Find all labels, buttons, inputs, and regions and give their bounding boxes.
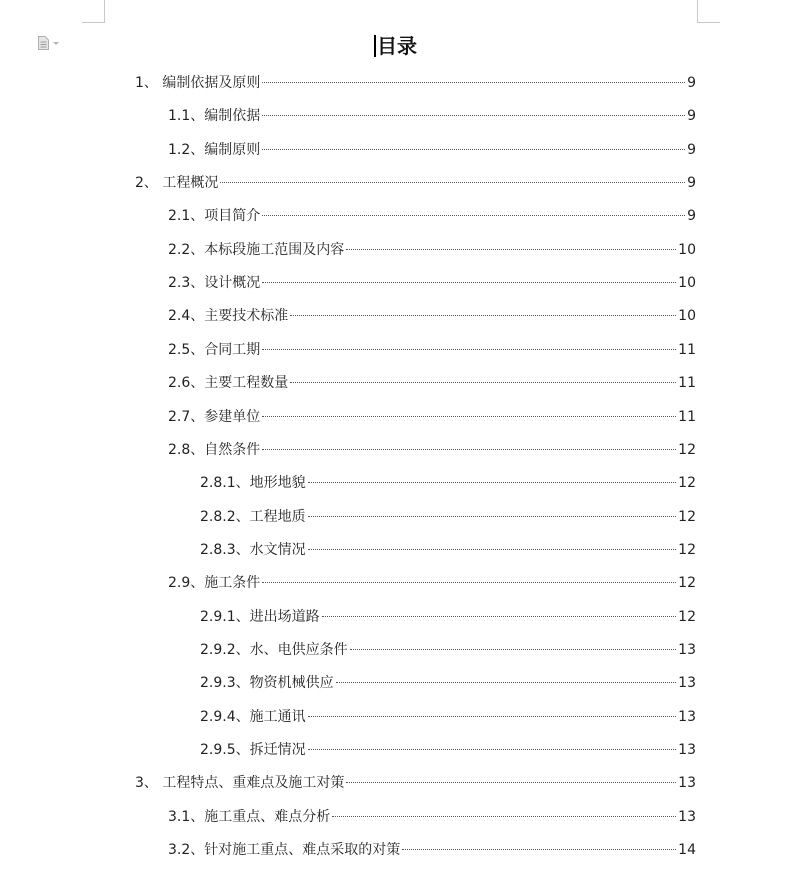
toc-dot-leader: [262, 149, 685, 150]
toc-dot-leader: [290, 315, 676, 316]
toc-entry-label: 3.2、针对施工重点、难点采取的对策: [168, 842, 401, 859]
toc-entry[interactable]: [200, 740, 696, 760]
toc-entry[interactable]: [168, 273, 696, 293]
toc-entry-page-number: 9: [687, 108, 696, 125]
toc-entry-page-number: 12: [678, 541, 696, 558]
toc-entry-label: 2.3、设计概况: [168, 275, 261, 292]
toc-entry-label: 2、 工程概况: [135, 175, 219, 192]
toc-dot-leader: [262, 416, 676, 417]
toc-entry-label: 2.4、主要技术标准: [168, 308, 289, 325]
toc-entry-label: 1、 编制依据及原则: [135, 75, 261, 91]
toc-entry-page-number: 13: [678, 742, 696, 758]
toc-dot-leader: [262, 215, 685, 216]
toc-entry-label: 2.2、本标段施工范围及内容: [168, 241, 345, 258]
toc-entry-label: 1.1、编制依据: [168, 108, 261, 125]
page-corner-mark-right: [697, 0, 720, 23]
toc-entry-page-number: 13: [678, 808, 696, 825]
toc-entry-page-number: 13: [678, 641, 696, 658]
toc-entry[interactable]: [200, 473, 696, 493]
toc-entry[interactable]: [135, 173, 696, 193]
toc-dot-leader: [262, 82, 685, 83]
toc-dot-leader: [346, 249, 676, 250]
toc-entry[interactable]: [135, 73, 696, 93]
toc-entry-page-number: 12: [678, 575, 696, 592]
toc-dot-leader: [308, 749, 677, 750]
toc-dot-leader: [402, 849, 676, 850]
toc-entry-label: 2.5、合同工期: [168, 341, 261, 358]
toc-dot-leader: [350, 649, 677, 650]
toc-entry[interactable]: [168, 407, 696, 427]
toc-entry[interactable]: [200, 540, 696, 560]
toc-dot-leader: [220, 182, 685, 183]
toc-dot-leader: [262, 449, 676, 450]
toc-dot-leader: [308, 549, 677, 550]
page-corner-mark-left: [82, 0, 105, 23]
toc-entry-label: 2.9、施工条件: [168, 575, 261, 592]
toc-dot-leader: [322, 616, 677, 617]
toc-entry[interactable]: [168, 573, 696, 593]
toc-entry[interactable]: [200, 640, 696, 660]
toc-entry[interactable]: [200, 707, 696, 727]
toc-entry-page-number: 13: [678, 775, 696, 792]
toc-entry-label: 2.8.3、水文情况: [200, 541, 306, 558]
toc-entry-page-number: 10: [678, 275, 696, 292]
toc-entry[interactable]: [168, 140, 696, 160]
toc-entry-page-number: 13: [678, 675, 696, 692]
toc-entry-page-number: 11: [678, 375, 696, 392]
toc-entry-label: 2.9.2、水、电供应条件: [200, 641, 348, 658]
toc-entry-label: 2.9.1、进出场道路: [200, 608, 320, 625]
toc-dot-leader: [308, 482, 677, 483]
toc-entry[interactable]: [168, 807, 696, 827]
toc-dot-leader: [262, 282, 676, 283]
toc-dot-leader: [262, 349, 676, 350]
toc-entry[interactable]: [168, 106, 696, 126]
toc-dot-leader: [308, 716, 677, 717]
toc-entry-page-number: 14: [678, 842, 696, 859]
toc-entry-page-number: 12: [678, 441, 696, 458]
toc-entry-label: 3.1、施工重点、难点分析: [168, 808, 331, 825]
toc-entry[interactable]: [168, 373, 696, 393]
toc-entry-page-number: 12: [678, 608, 696, 625]
toc-entry-page-number: 11: [678, 408, 696, 425]
toc-entry-label: 3、 工程特点、重难点及施工对策: [135, 775, 345, 792]
toc-entry-page-number: 10: [678, 241, 696, 258]
toc-entry[interactable]: [200, 607, 696, 627]
toc-entry-page-number: 12: [678, 508, 696, 525]
toc-dot-leader: [336, 682, 677, 683]
toc-entry[interactable]: [168, 206, 696, 226]
toc-entry-label: 2.9.3、物资机械供应: [200, 675, 334, 692]
toc-entry-label: 2.9.4、施工通讯: [200, 708, 306, 725]
toc-entry-page-number: 9: [687, 208, 696, 225]
toc-entry-label: 1.2、编制原则: [168, 141, 261, 158]
toc-entry-label: 2.9.5、拆迁情况: [200, 742, 306, 758]
toc-entry-label: 2.8.1、地形地貌: [200, 475, 306, 492]
toc-entry[interactable]: [200, 673, 696, 693]
toc-entry[interactable]: [168, 240, 696, 260]
toc-entry[interactable]: [168, 840, 696, 860]
toc-entry[interactable]: [168, 340, 696, 360]
toc-entry-label: 2.8.2、工程地质: [200, 508, 306, 525]
toc-entry[interactable]: [168, 440, 696, 460]
toc-entry-page-number: 9: [687, 175, 696, 192]
toc-entry[interactable]: [135, 773, 696, 793]
toc-entry-label: 2.6、主要工程数量: [168, 375, 289, 392]
toc-entry-label: 2.1、项目简介: [168, 208, 261, 225]
toc-entry[interactable]: [168, 306, 696, 326]
toc-entry-page-number: 10: [678, 308, 696, 325]
toc-entry-page-number: 9: [687, 75, 696, 91]
toc-entry-page-number: 11: [678, 341, 696, 358]
toc-entry-page-number: 12: [678, 475, 696, 492]
toc-heading: [0, 30, 791, 59]
toc-dot-leader: [290, 382, 676, 383]
toc-entry-label: 2.7、参建单位: [168, 408, 261, 425]
toc-entry-label: 2.8、自然条件: [168, 441, 261, 458]
toc-dot-leader: [262, 115, 685, 116]
toc-entry[interactable]: [200, 507, 696, 527]
toc-title: 目录: [377, 34, 417, 58]
text-cursor: [374, 35, 376, 57]
toc-dot-leader: [332, 816, 676, 817]
toc-entry-page-number: 13: [678, 708, 696, 725]
toc-dot-leader: [262, 582, 676, 583]
toc-entry-page-number: 9: [687, 141, 696, 158]
toc-dot-leader: [308, 516, 677, 517]
toc-dot-leader: [346, 782, 676, 783]
